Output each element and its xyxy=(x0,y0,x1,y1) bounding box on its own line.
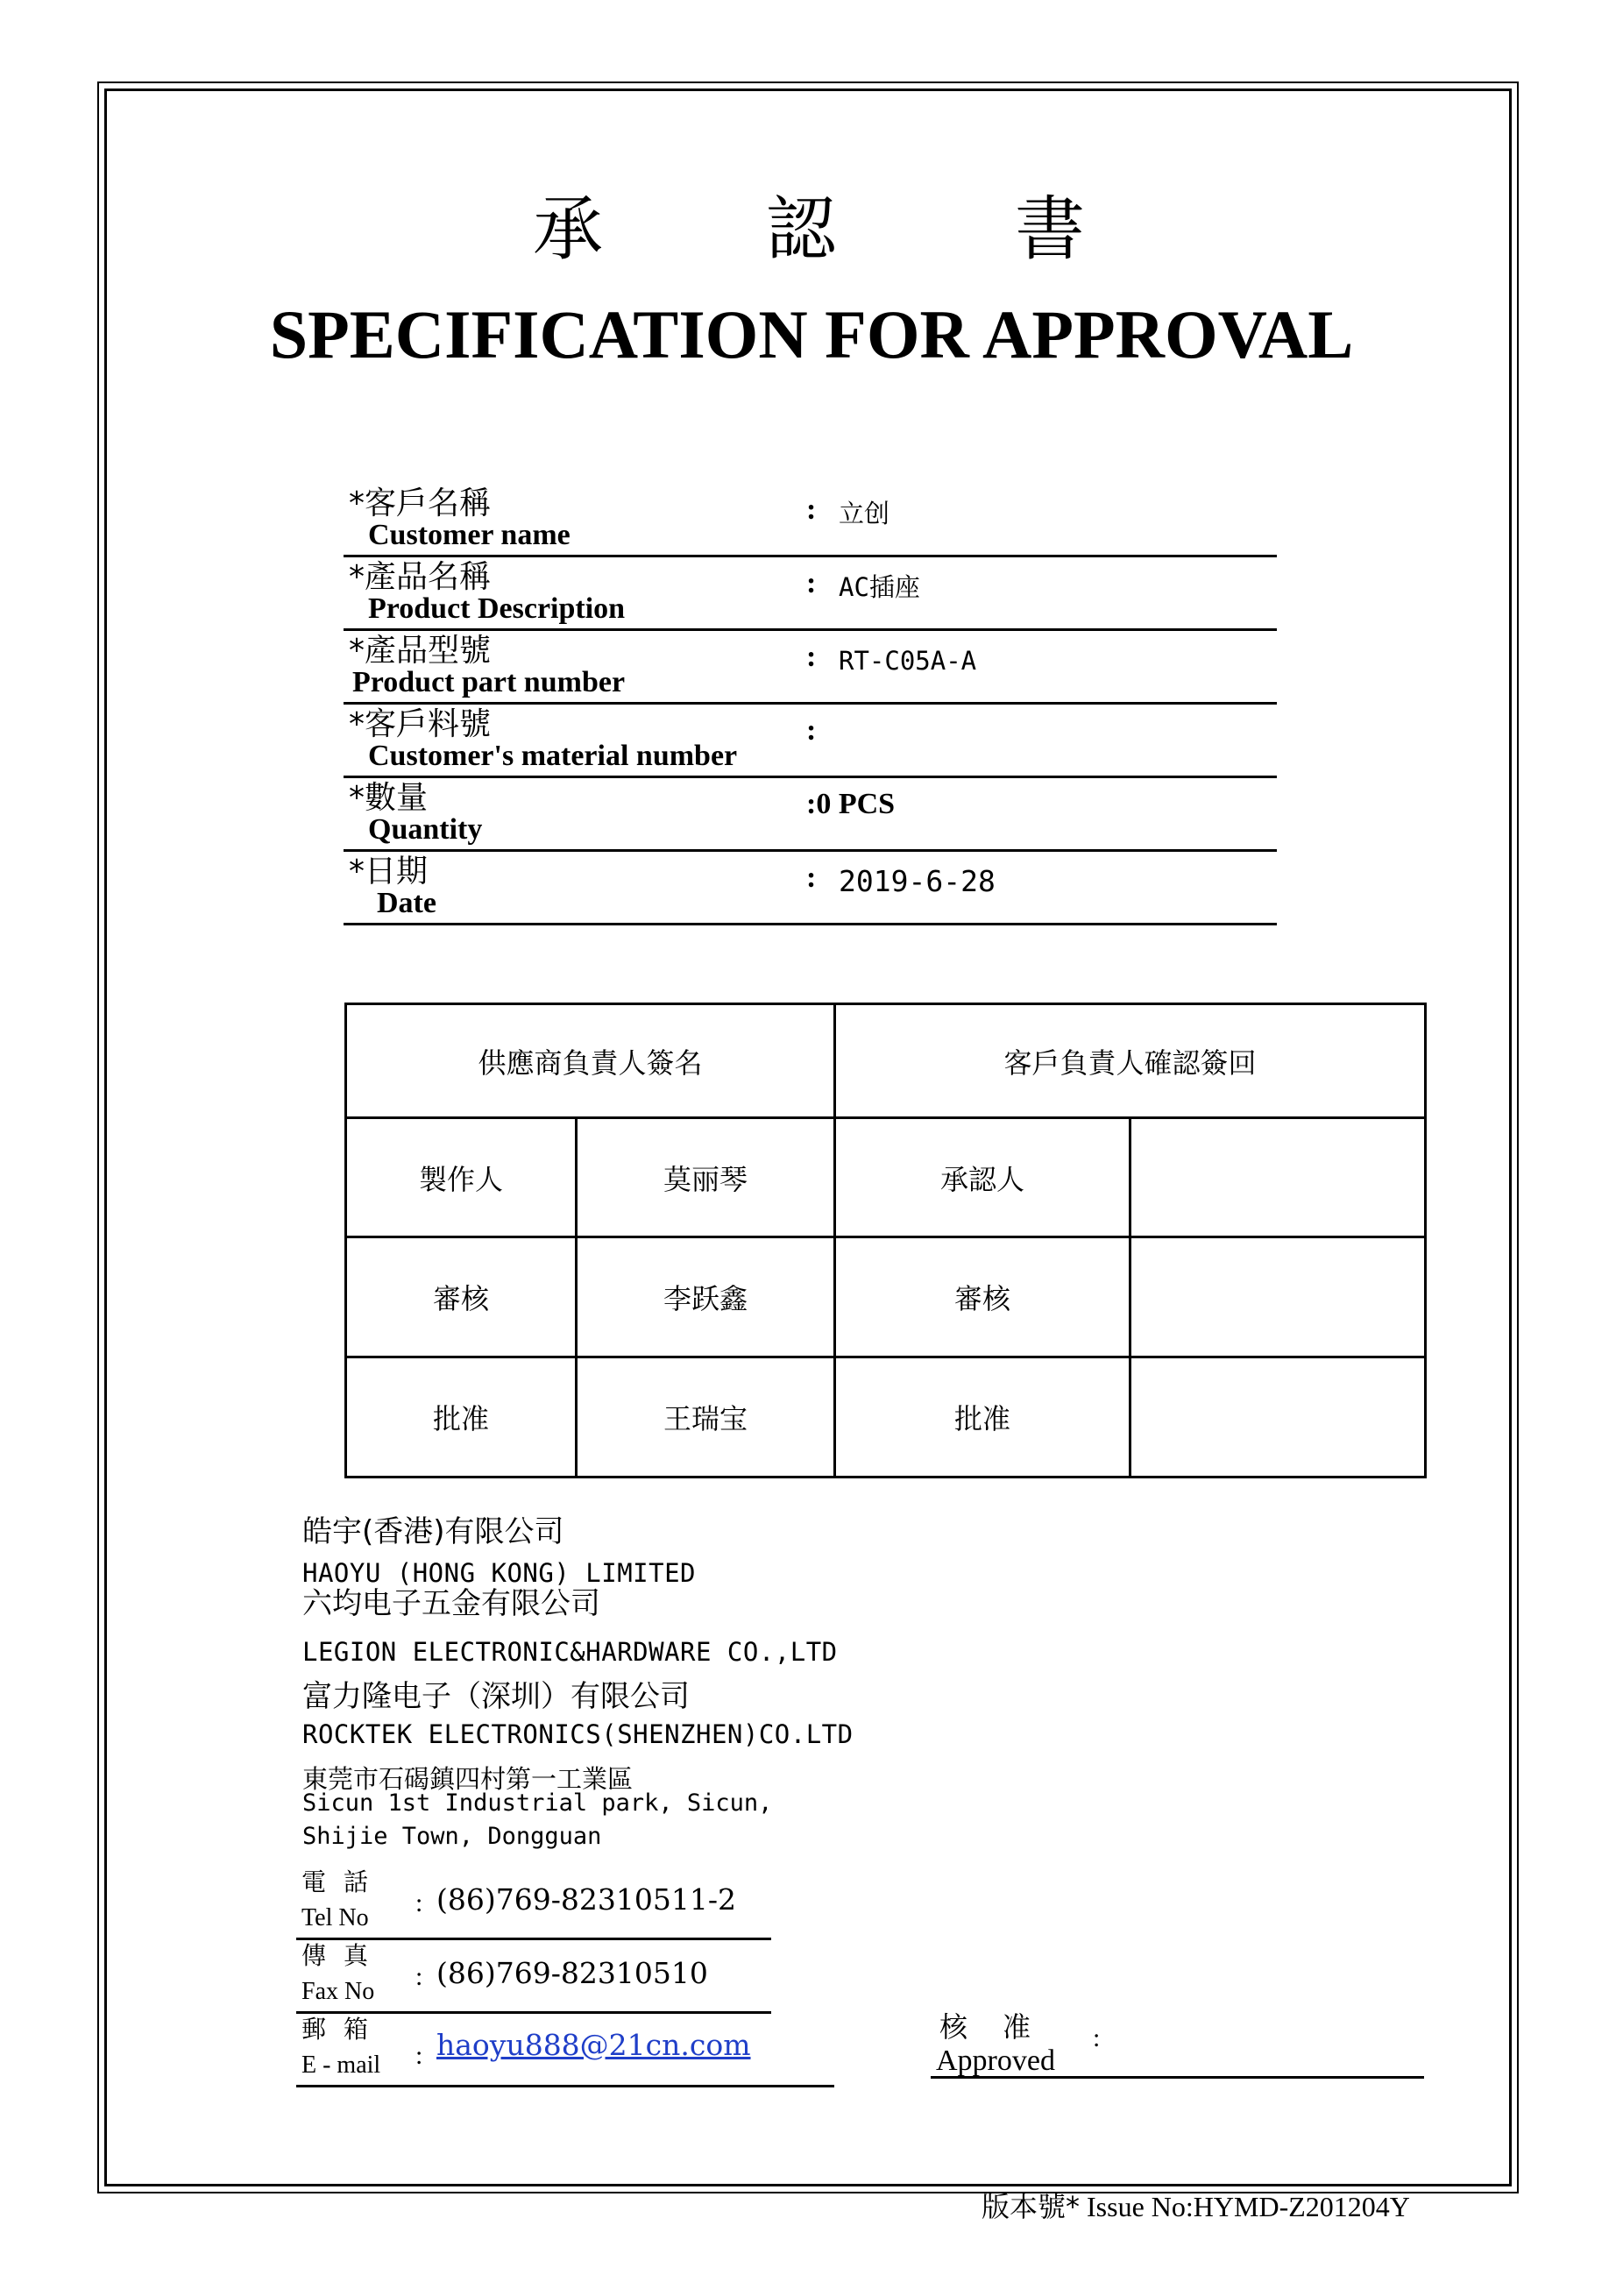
field-value: 立创 xyxy=(839,499,890,528)
field-value: 2019-6-28 xyxy=(839,864,996,898)
field-label-cn: *數量 xyxy=(349,780,429,816)
table-row xyxy=(346,1237,1426,1357)
title-char-3: 書 xyxy=(1015,188,1085,270)
address-cn: 東莞市石碣鎮四村第一工業區 xyxy=(302,1764,634,1794)
title-english: SPECIFICATION FOR APPROVAL xyxy=(269,296,1354,372)
approved-label-cn: 核准 xyxy=(939,2010,1067,2044)
company-name-2-en: LEGION ELECTRONIC&HARDWARE CO.,LTD xyxy=(302,1637,838,1667)
supplier-name-cell: 莫丽琴 xyxy=(577,1118,835,1237)
field-customer-material-number xyxy=(344,705,1277,778)
field-date xyxy=(344,852,1277,925)
contact-label-en: Tel No xyxy=(301,1904,369,1931)
customer-signature-header: 客戶負責人確認簽回 xyxy=(835,1004,1426,1118)
field-quantity xyxy=(344,778,1277,852)
field-quantity-value: :0 PCS xyxy=(806,788,896,820)
field-label-cn: *客戶名稱 xyxy=(349,485,492,521)
contact-tel xyxy=(296,1867,771,1940)
contact-colon: : xyxy=(415,1962,423,1991)
signature-table xyxy=(344,1003,1427,1478)
company-name-1-en: HAOYU (HONG KONG) LIMITED xyxy=(302,1558,696,1588)
contact-label-cn: 傳真 xyxy=(301,1941,386,1970)
contact-label-en: E - mail xyxy=(301,2052,381,2079)
customer-signature-cell[interactable] xyxy=(1130,1357,1426,1478)
title-chinese xyxy=(0,186,1623,273)
field-label-cn: *產品名稱 xyxy=(349,559,492,595)
field-label-en: Customer name xyxy=(368,519,571,551)
field-label-en: Product Description xyxy=(368,592,626,625)
approved-colon: : xyxy=(1093,2023,1101,2052)
field-product-part-number xyxy=(344,631,1277,705)
fax-number: (86)769-82310510 xyxy=(436,1956,708,1990)
field-label-en: Quantity xyxy=(368,813,483,846)
company-name-1-cn: 皓宇(香港)有限公司 xyxy=(302,1514,564,1549)
issue-label-en: Issue No: xyxy=(1080,2191,1194,2222)
contact-label-en: Fax No xyxy=(301,1978,375,2005)
issue-label-cn: 版本號* xyxy=(982,2190,1081,2223)
supplier-role-cell: 批准 xyxy=(346,1357,577,1478)
title-char-1: 承 xyxy=(533,188,603,270)
approved-field xyxy=(931,2005,1424,2079)
field-value: RT-C05A-A xyxy=(839,646,977,676)
title-char-2: 認 xyxy=(766,188,836,270)
supplier-name-cell: 王瑞宝 xyxy=(577,1357,835,1478)
approved-label-en: Approved xyxy=(936,2044,1055,2077)
supplier-role-cell: 審核 xyxy=(346,1237,577,1357)
field-colon: : xyxy=(806,861,817,894)
contact-label-cn: 郵箱 xyxy=(301,2015,386,2044)
field-label-en: Date xyxy=(377,887,436,919)
company-name-3-cn: 富力隆电子（深圳）有限公司 xyxy=(302,1679,690,1714)
contact-email xyxy=(296,2014,834,2087)
field-colon: : xyxy=(806,567,817,599)
contact-fax xyxy=(296,1940,771,2014)
field-colon: : xyxy=(806,641,817,673)
customer-signature-cell[interactable] xyxy=(1130,1237,1426,1357)
customer-role-cell: 承認人 xyxy=(835,1118,1130,1237)
contact-colon: : xyxy=(415,2041,423,2070)
address-en-line-2: Shijie Town, Dongguan xyxy=(302,1823,602,1850)
field-label-en: Product part number xyxy=(352,666,626,698)
field-customer-name xyxy=(344,484,1277,557)
field-label-cn: *客戶料號 xyxy=(349,706,492,742)
field-colon: : xyxy=(806,714,817,747)
table-row xyxy=(346,1118,1426,1237)
tel-number: (86)769-82310511-2 xyxy=(436,1882,736,1917)
supplier-name-cell: 李跃鑫 xyxy=(577,1237,835,1357)
field-product-description xyxy=(344,557,1277,631)
field-label-cn: *產品型號 xyxy=(349,633,492,669)
contact-label-cn: 電話 xyxy=(301,1867,386,1896)
customer-role-cell: 批准 xyxy=(835,1357,1130,1478)
field-label-cn: *日期 xyxy=(349,854,429,889)
supplier-signature-header: 供應商負責人簽名 xyxy=(346,1004,835,1118)
address-en-line-1: Sicun 1st Industrial park, Sicun, xyxy=(302,1789,773,1817)
field-value: AC插座 xyxy=(839,572,920,602)
issue-value: HYMD-Z201204Y xyxy=(1193,2191,1410,2222)
contact-colon: : xyxy=(415,1889,423,1917)
field-label-en: Customer's material number xyxy=(368,740,738,772)
email-link[interactable]: haoyu888@21cn.com xyxy=(436,2028,751,2062)
field-colon: : xyxy=(806,493,817,526)
customer-role-cell: 審核 xyxy=(835,1237,1130,1357)
company-name-3-en: ROCKTEK ELECTRONICS(SHENZHEN)CO.LTD xyxy=(302,1719,854,1749)
company-name-2-cn: 六均电子五金有限公司 xyxy=(302,1586,600,1621)
customer-signature-cell[interactable] xyxy=(1130,1118,1426,1237)
issue-number xyxy=(982,2186,1410,2228)
supplier-role-cell: 製作人 xyxy=(346,1118,577,1237)
table-row xyxy=(346,1357,1426,1478)
